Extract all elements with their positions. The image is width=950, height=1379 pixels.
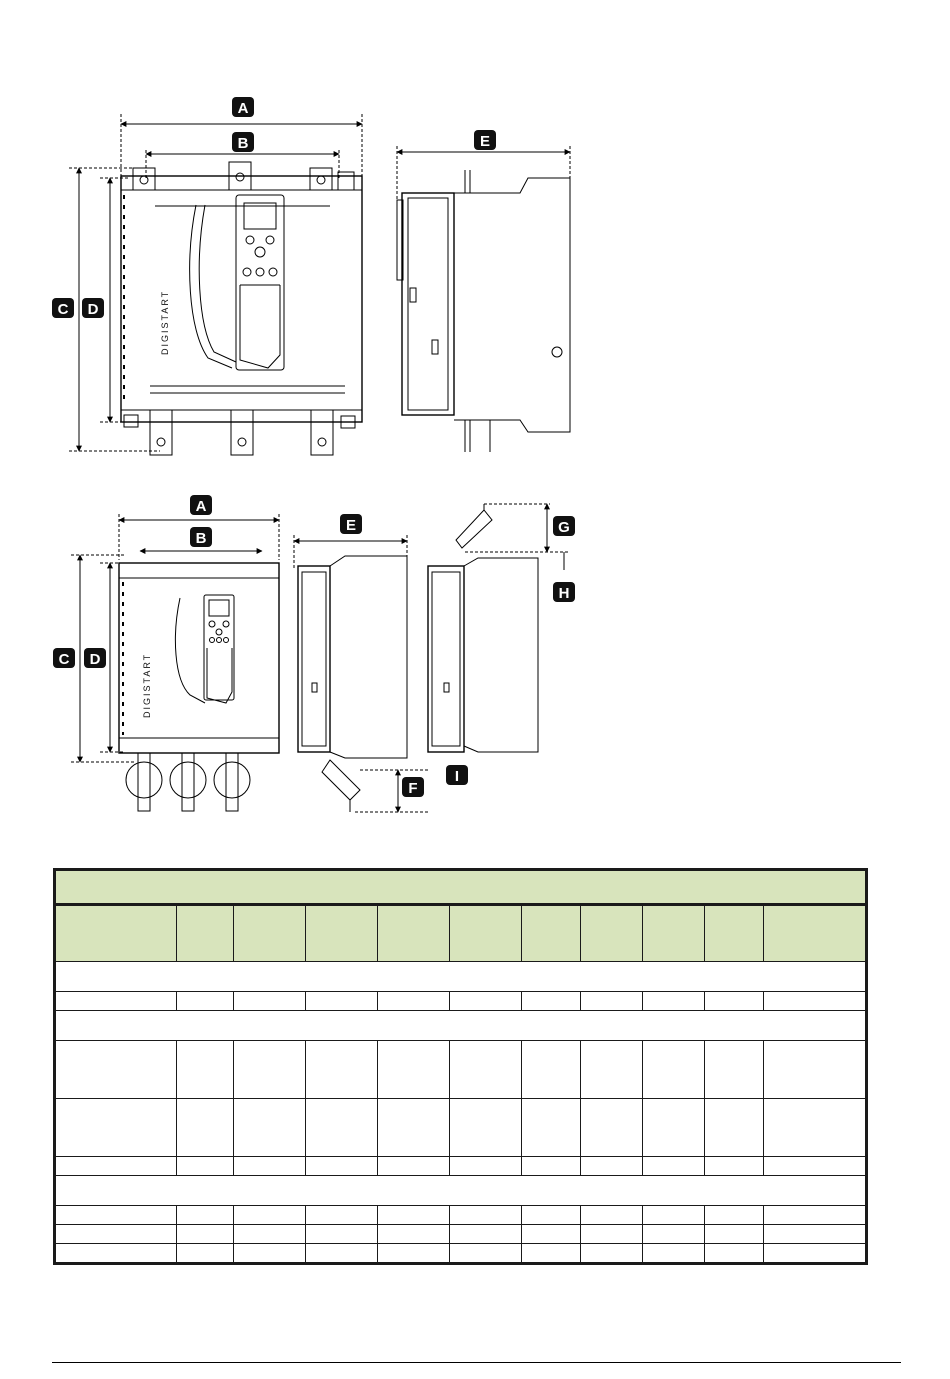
table-row: [55, 1099, 867, 1157]
footer-rule: [52, 1362, 901, 1363]
top-front-view: [69, 114, 362, 455]
brand-logo-bottom: DIGISTART: [142, 652, 152, 718]
svg-text:D: D: [87, 301, 99, 318]
badge-g: [553, 516, 575, 536]
badge-f: [402, 777, 424, 797]
header-cell: [306, 905, 378, 962]
svg-text:B: B: [195, 530, 207, 547]
header-cell: [705, 905, 764, 962]
badge-h: [553, 582, 575, 602]
table-row: [55, 992, 867, 1011]
svg-text:C: C: [57, 301, 69, 318]
svg-text:E: E: [479, 133, 491, 150]
badge-d-bottom: [84, 648, 106, 668]
table-row: [55, 1157, 867, 1176]
header-cell: [764, 905, 867, 962]
table-group-row: [55, 962, 867, 992]
table-group-row: [55, 1176, 867, 1206]
table-row: [55, 1041, 867, 1099]
badge-a-bottom: [190, 495, 212, 515]
header-cell: [581, 905, 643, 962]
badge-e-top: [474, 130, 496, 150]
svg-text:G: G: [558, 519, 570, 536]
brand-logo-top: DIGISTART: [160, 289, 170, 355]
badge-b-top: [232, 132, 254, 152]
table-title-row: [55, 870, 867, 905]
header-cell: [522, 905, 581, 962]
bottom-side-view-1: [294, 535, 430, 812]
badge-d-top: [82, 298, 104, 318]
header-cell: [177, 905, 234, 962]
svg-text:D: D: [89, 651, 101, 668]
svg-text:B: B: [237, 135, 249, 152]
table-row: [55, 1244, 867, 1264]
badge-b-bottom: [190, 527, 212, 547]
badge-c-top: [52, 298, 74, 318]
bottom-side-view-2: [428, 504, 570, 752]
svg-text:H: H: [558, 585, 570, 602]
svg-text:C: C: [58, 651, 70, 668]
svg-text:A: A: [195, 498, 207, 515]
header-cell: [55, 905, 177, 962]
table-group-row: [55, 1011, 867, 1041]
badge-a-top: [232, 97, 254, 117]
table-header-row: [55, 905, 867, 962]
header-cell: [450, 905, 522, 962]
svg-text:E: E: [345, 517, 357, 534]
badge-c-bottom: [53, 648, 75, 668]
table-row: [55, 1206, 867, 1225]
header-cell: [378, 905, 450, 962]
badge-i: [446, 765, 468, 785]
svg-text:F: F: [408, 780, 418, 797]
top-side-view: [397, 146, 570, 452]
table-row: [55, 1225, 867, 1244]
svg-text:A: A: [237, 100, 249, 117]
header-cell: [643, 905, 705, 962]
dimensions-table: [53, 868, 868, 1265]
table-title: [55, 870, 867, 905]
badge-e-bottom: [340, 514, 362, 534]
header-cell: [234, 905, 306, 962]
svg-text:I: I: [454, 768, 460, 785]
